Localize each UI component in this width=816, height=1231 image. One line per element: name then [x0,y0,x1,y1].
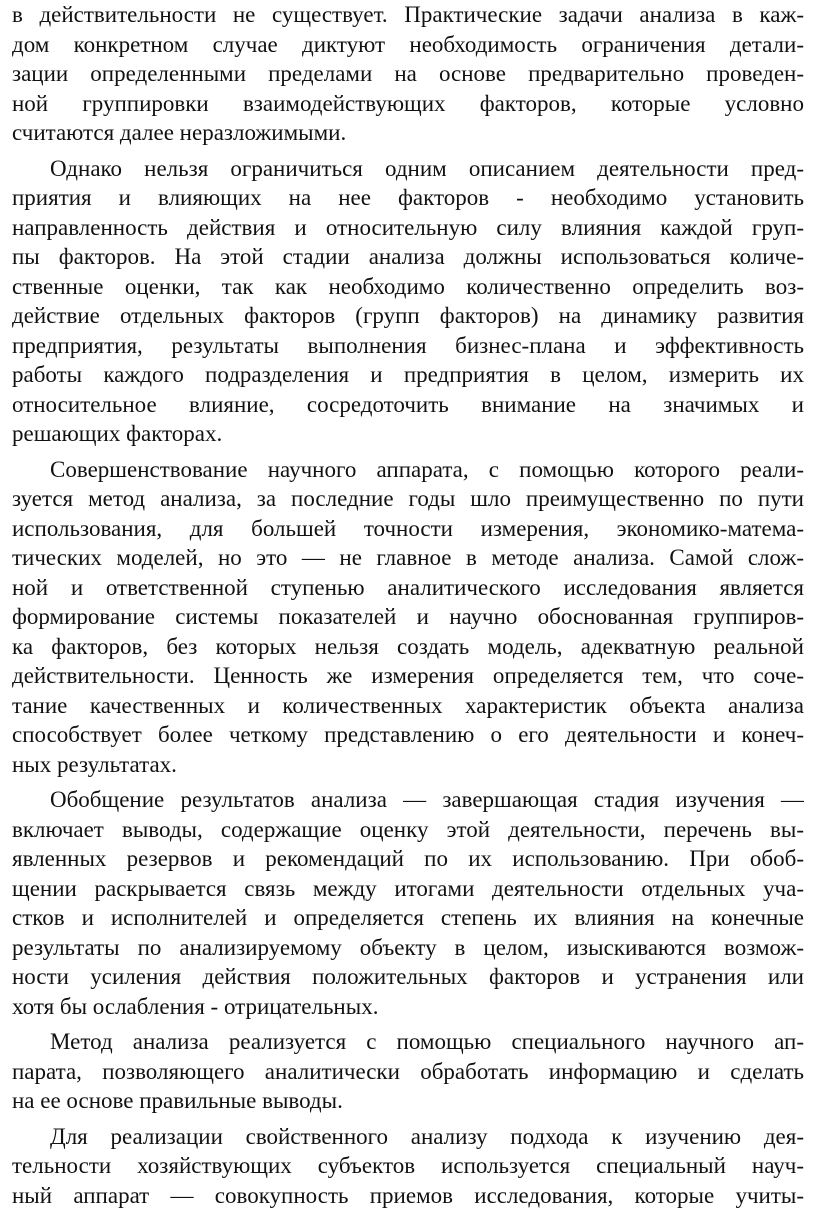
paragraph [12,785,804,1021]
text-line: Однако нельзя ограничиться одним описанием деятельности пред- [50,155,804,181]
text-line: Обобщение результатов анализа — завершающая стадия изучения — [50,787,804,812]
paragraph [12,1122,804,1211]
text-line: результаты по анализируемому объекту в целом, изыскиваются возмож- [12,934,804,960]
document-page [12,0,804,1231]
text-line: ственные оценки, так как необходимо количественно определить воз- [12,273,804,299]
text-line: пы факторов. На этой стадии анализа должны использоваться количе- [12,244,804,269]
paragraph [12,154,804,449]
paragraph [12,455,804,780]
text-line: тельности хозяйствующих субъектов используется специальный науч- [12,1153,804,1178]
text-line: Метод анализа реализуется с помощью специального научного ап- [50,1029,804,1054]
text-line: ной и ответственной ступенью аналитического исследования является [12,574,804,600]
document-body [12,0,804,1210]
text-line: использования, для большей точности измерения, экономико-матема- [12,515,804,541]
text-line: стков и исполнителей и определяется степень их влияния на конечные [12,905,804,930]
text-line: ной группировки взаимодействующих факторов, которые условно [12,90,804,116]
text-line: решающих факторах. [12,421,223,446]
text-line: ных результатах. [12,751,177,777]
text-line: Для реализации свойственного анализу подхода к изучению дея- [50,1123,804,1149]
text-line: хотя бы ослабления - отрицательных. [12,993,379,1019]
text-line: Совершенствование научного аппарата, с помощью которого реали- [50,456,804,482]
text-line: парата, позволяющего аналитически обработать информацию и сделать [12,1058,804,1084]
text-line: в действительности не существует. Практические задачи анализа в каж- [12,2,804,27]
text-line: относительное влияние, сосредоточить внимание на значимых и [12,391,804,417]
text-line: на ее основе правильные выводы. [12,1088,343,1113]
paragraph [12,0,804,148]
text-line: включает выводы, содержащие оценку этой деятельности, перечень вы- [12,816,804,842]
text-line: приятия и влияющих на нее факторов - необходимо установить [12,185,804,210]
text-line: способствует более четкому представлению о его деятельности и конеч- [12,722,804,747]
text-line: действительности. Ценность же измерения определяется тем, что соче- [12,663,804,688]
text-line: действие отдельных факторов (групп факторов) на динамику развития [12,303,804,328]
text-line: тание качественных и количественных характеристик объекта анализа [12,692,804,718]
text-line: зации определенными пределами на основе предварительно проведен- [12,61,804,86]
text-line: ный аппарат — совокупность приемов исследования, которые учиты- [12,1182,804,1208]
text-line: формирование системы показателей и научно обоснованная группиров- [12,604,804,629]
text-line: ка факторов, без которых нельзя создать модель, адекватную реальной [12,633,804,659]
text-line: считаются далее неразложимыми. [12,120,347,145]
text-line: дом конкретном случае диктуют необходимость ограничения детали- [12,31,804,57]
text-line: ности усиления действия положительных факторов и устранения или [12,964,804,989]
text-line: направленность действия и относительную силу влияния каждой груп- [12,214,804,240]
text-line: зуется метод анализа, за последние годы шло преимущественно по пути [12,486,804,511]
text-line: щении раскрывается связь между итогами деятельности отдельных уча- [12,875,804,901]
text-line: явленных резервов и рекомендаций по их использованию. При обоб- [12,846,804,871]
text-line: тических моделей, но это — не главное в методе анализа. Самой слож- [12,545,804,570]
paragraph [12,1027,804,1116]
text-line: работы каждого подразделения и предприятия в целом, измерить их [12,362,804,387]
text-line: предприятия, результаты выполнения бизнес-плана и эффективность [12,332,804,358]
